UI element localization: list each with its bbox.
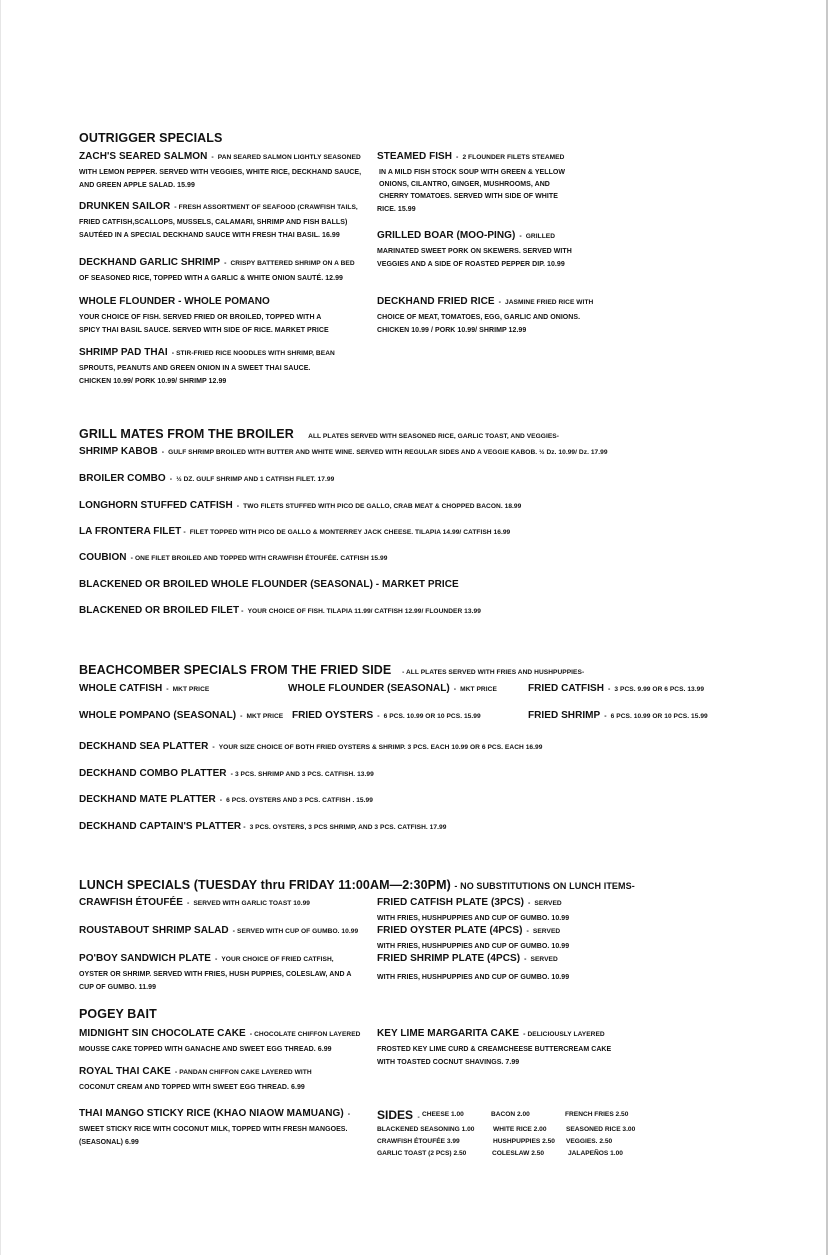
fried-title-text: BEACHCOMBER SPECIALS FROM THE FRIED SIDE	[79, 663, 392, 677]
item-desc: GULF SHRIMP BROILED WITH BUTTER AND WHITE WINE. SERVED WITH REGULAR SIDES AND A VEGGIE KABOB. ½ Dz. 10.99/ Dz. 17.99	[168, 449, 608, 456]
item-line: FRIED CATFISH,SCALLOPS, MUSSELS, CALAMARI, SHRIMP AND FISH BALLS)	[79, 219, 348, 226]
item-desc: 2 FLOUNDER FILETS STEAMED	[462, 154, 565, 161]
side-item: FRENCH FRIES 2.50	[565, 1111, 629, 1118]
fried-platter-combo: DECKHAND COMBO PLATTER - 3 PCS. SHRIMP AND 3 PCS. CATFISH. 13.99	[79, 768, 374, 779]
broiler-title	[79, 427, 559, 441]
item-desc: JASMINE FRIED RICE WITH	[505, 299, 594, 306]
item-desc: SERVED	[532, 928, 561, 935]
item-desc: MKT PRICE	[460, 686, 497, 693]
lunch-title	[79, 878, 635, 892]
lunch-item-fried-shrimp-plate: FRIED SHRIMP PLATE (4PCS) - SERVED WITH FRIES, HUSHPUPPIES AND CUP OF GUMBO. 10.99	[377, 951, 607, 988]
item-line: OF SEASONED RICE, TOPPED WITH A GARLIC & WHITE ONION SAUTÉ. 12.99	[79, 275, 343, 282]
item-line: RICE. 15.99	[377, 206, 416, 213]
fried-item-fried-shrimp: FRIED SHRIMP - 6 PCS. 10.99 OR 10 PCS. 15.99	[528, 710, 708, 721]
side-item: BACON 2.00	[491, 1111, 530, 1118]
item-name: KEY LIME MARGARITA CAKE	[377, 1028, 520, 1039]
item-name: DECKHAND MATE PLATTER	[79, 794, 216, 805]
fried-platter-mate: DECKHAND MATE PLATTER - 6 PCS. OYSTERS AND 3 PCS. CATFISH . 15.99	[79, 794, 373, 805]
fried-platter-sea: DECKHAND SEA PLATTER - YOUR SIZE CHOICE OF BOTH FRIED OYSTERS & SHRIMP. 3 PCS. EACH 10.99 OR 6 PCS. EACH 16.99	[79, 741, 543, 752]
menu-item-drunken-sailor: DRUNKEN SAILOR - FRESH ASSORTMENT OF SEAFOOD (CRAWFISH TAILS, FRIED CATFISH,SCALLOPS, MUSSELS, CALAMARI, SHRIMP AND FISH BALLS) SAUTÉED IN A SPECIAL DECKHAND SAUCE WITH FRESH THAI BASIL. 16.99	[79, 199, 369, 242]
item-desc: 3 PCS. OYSTERS, 3 PCS SHRIMP, AND 3 PCS. CATFISH. 17.99	[249, 824, 447, 831]
item-name: LONGHORN STUFFED CATFISH	[79, 500, 233, 511]
item-line: OYSTER OR SHRIMP. SERVED WITH FRIES, HUSH PUPPIES, COLESLAW, AND A	[79, 971, 352, 978]
item-name: LA FRONTERA FILET	[79, 526, 182, 537]
item-line: VEGGIES AND A SIDE OF ROASTED PEPPER DIP. 10.99	[377, 261, 565, 268]
fried-note-text: ALL PLATES SERVED WITH FRIES AND HUSHPUPPIES-	[405, 669, 585, 676]
dessert-midnight-sin-cake: MIDNIGHT SIN CHOCOLATE CAKE - CHOCOLATE CHIFFON LAYERED MOUSSE CAKE TOPPED WITH GANACHE AND SWEET EGG THREAD. 6.99	[79, 1026, 369, 1056]
item-desc: FILET TOPPED WITH PICO DE GALLO & MONTERREY JACK CHEESE. TILAPIA 14.99/ CATFISH 16.99	[189, 529, 511, 536]
item-desc: TWO FILETS STUFFED WITH PICO DE GALLO, CRAB MEAT & CHOPPED BACON. 18.99	[243, 503, 522, 510]
item-desc: PAN SEARED SALMON LIGHTLY SEASONED	[217, 154, 361, 161]
pogey-title: POGEY BAIT	[79, 1007, 157, 1021]
item-desc: 3 PCS. SHRIMP AND 3 PCS. CATFISH. 13.99	[234, 771, 374, 778]
broiler-item-longhorn-stuffed-catfish: LONGHORN STUFFED CATFISH - TWO FILETS STUFFED WITH PICO DE GALLO, CRAB MEAT & CHOPPED BACON. 18.99	[79, 500, 522, 511]
menu-item-grilled-boar: GRILLED BOAR (MOO-PING) - GRILLED MARINATED SWEET PORK ON SKEWERS. SERVED WITH VEGGIES AND A SIDE OF ROASTED PEPPER DIP. 10.99	[377, 228, 577, 271]
fried-platter-captain: DECKHAND CAPTAIN'S PLATTER - 3 PCS. OYSTERS, 3 PCS SHRIMP, AND 3 PCS. CATFISH. 17.99	[79, 821, 447, 832]
item-desc: SERVED	[534, 900, 562, 907]
fried-item-fried-oysters: FRIED OYSTERS - 6 PCS. 10.99 OR 10 PCS. 15.99	[292, 710, 481, 721]
side-item: CRAWFISH ÉTOUFÉE 3.99	[377, 1138, 460, 1145]
broiler-title-text: GRILL MATES FROM THE BROILER	[79, 427, 294, 441]
item-line: SPICY THAI BASIL SAUCE. SERVED WITH SIDE OF RICE. MARKET PRICE	[79, 327, 329, 334]
lunch-item-crawfish-etoufee: CRAWFISH ÉTOUFÉE - SERVED WITH GARLIC TOAST 10.99	[79, 897, 311, 908]
item-desc: MKT PRICE	[246, 713, 284, 720]
dessert-key-lime-margarita-cake: KEY LIME MARGARITA CAKE - DELICIOUSLY LAYERED FROSTED KEY LIME CURD & CREAMCHEESE BUTTERCREAM CAKE WITH TOASTED COCNUT SHAVINGS. 7.99	[377, 1026, 617, 1069]
item-line: COCONUT CREAM AND TOPPED WITH SWEET EGG THREAD. 6.99	[79, 1084, 305, 1091]
menu-item-deckhand-garlic-shrimp: DECKHAND GARLIC SHRIMP - CRISPY BATTERED SHRIMP ON A BED OF SEASONED RICE, TOPPED WITH A GARLIC & WHITE ONION SAUTÉ. 12.99	[79, 255, 369, 285]
fried-item-whole-flounder: WHOLE FLOUNDER (SEASONAL) - MKT PRICE	[288, 683, 497, 694]
item-line: (SEASONAL) 6.99	[79, 1139, 139, 1146]
side-item: CHEESE 1.00	[422, 1111, 464, 1118]
item-name: FRIED SHRIMP	[528, 710, 601, 721]
item-desc: STIR-FRIED RICE NOODLES WITH SHRIMP, BEAN	[176, 350, 335, 357]
item-line: MARINATED SWEET PORK ON SKEWERS. SERVED WITH	[377, 248, 572, 255]
item-desc: GRILLED	[525, 233, 556, 240]
item-name: CRAWFISH ÉTOUFÉE	[79, 897, 183, 908]
item-desc: 6 PCS. 10.99 OR 10 PCS. 15.99	[383, 713, 481, 720]
sides-title: SIDES	[377, 1108, 414, 1122]
item-name: WHOLE FLOUNDER - WHOLE POMANO	[79, 296, 270, 307]
lunch-item-fried-oyster-plate: FRIED OYSTER PLATE (4PCS) - SERVED WITH FRIES, HUSHPUPPIES AND CUP OF GUMBO. 10.99	[377, 923, 607, 953]
item-line: IN A MILD FISH STOCK SOUP WITH GREEN & YELLOW	[379, 169, 566, 176]
item-line: CUP OF GUMBO. 11.99	[79, 984, 157, 991]
item-name: GRILLED BOAR (MOO-PING)	[377, 230, 516, 241]
fried-note: - ALL PLATES SERVED WITH FRIES AND HUSHPUPPIES-	[402, 669, 585, 676]
item-desc: MKT PRICE	[172, 686, 210, 693]
sides-header: SIDES -	[377, 1108, 420, 1122]
menu-item-steamed-fish: STEAMED FISH - 2 FLOUNDER FILETS STEAMED IN A MILD FISH STOCK SOUP WITH GREEN & YELLOW ONIONS, CILANTRO, GINGER, MUSHROOMS, AND CHERRY TOMATOES. SERVED WITH SIDE OF WHITE RICE. 15.99	[377, 149, 577, 216]
item-name: DECKHAND CAPTAIN'S PLATTER	[79, 821, 242, 832]
item-name: WHOLE CATFISH	[79, 683, 163, 694]
item-name: BLACKENED OR BROILED FILET	[79, 605, 240, 616]
item-desc: 6 PCS. 10.99 OR 10 PCS. 15.99	[610, 713, 708, 720]
item-desc: SERVED	[530, 956, 558, 963]
fried-item-fried-catfish: FRIED CATFISH - 3 PCS. 9.99 OR 6 PCS. 13.99	[528, 683, 705, 694]
lunch-note: - NO SUBSTITUTIONS ON LUNCH ITEMS-	[454, 881, 635, 891]
item-name: PO'BOY SANDWICH PLATE	[79, 953, 211, 964]
item-name: ZACH'S SEARED SALMON	[79, 151, 208, 162]
item-line: YOUR CHOICE OF FISH. SERVED FRIED OR BROILED, TOPPED WITH A	[79, 314, 322, 321]
item-line: FROSTED KEY LIME CURD & CREAMCHEESE BUTTERCREAM CAKE	[377, 1046, 612, 1053]
item-desc: PANDAN CHIFFON CAKE LAYERED WITH	[179, 1069, 312, 1076]
item-desc: SERVED WITH CUP OF GUMBO. 10.99	[237, 928, 359, 935]
item-name: DECKHAND GARLIC SHRIMP	[79, 257, 221, 268]
item-name: WHOLE FLOUNDER (SEASONAL)	[288, 683, 450, 694]
item-desc: YOUR CHOICE OF FISH. TILAPIA 11.99/ CATFISH 12.99/ FLOUNDER 13.99	[247, 608, 481, 615]
item-line: WITH FRIES, HUSHPUPPIES AND CUP OF GUMBO. 10.99	[377, 943, 570, 950]
broiler-item-whole-flounder	[79, 577, 459, 594]
menu-item-zachs-seared-salmon: ZACH'S SEARED SALMON - PAN SEARED SALMON LIGHTLY SEASONED WITH LEMON PEPPER. SERVED WITH VEGGIES, WHITE RICE, DECKHAND SAUCE, AND GREEN APPLE SALAD. 15.99	[79, 149, 369, 192]
item-line: ONIONS, CILANTRO, GINGER, MUSHROOMS, AND	[379, 181, 550, 188]
menu-item-whole-flounder-pomano	[79, 294, 369, 337]
item-line: CHICKEN 10.99/ PORK 10.99/ SHRIMP 12.99	[79, 378, 227, 385]
item-desc: ½ DZ. GULF SHRIMP AND 1 CATFISH FILET. 17.99	[176, 476, 335, 483]
side-item: JALAPEÑOS 1.00	[568, 1150, 623, 1157]
item-line: WITH FRIES, HUSHPUPPIES AND CUP OF GUMBO. 10.99	[377, 915, 570, 922]
side-item: WHITE RICE 2.00	[493, 1126, 547, 1133]
item-line: CHERRY TOMATOES. SERVED WITH SIDE OF WHITE	[379, 193, 558, 200]
item-name: FRIED CATFISH	[528, 683, 605, 694]
lunch-item-poboy-sandwich: PO'BOY SANDWICH PLATE - YOUR CHOICE OF FRIED CATFISH, OYSTER OR SHRIMP. SERVED WITH FRIES, HUSH PUPPIES, COLESLAW, AND A CUP OF GUMBO. 11.99	[79, 951, 369, 994]
broiler-item-broiler-combo: BROILER COMBO - ½ DZ. GULF SHRIMP AND 1 CATFISH FILET. 17.99	[79, 473, 335, 484]
item-line: CHICKEN 10.99 / PORK 10.99/ SHRIMP 12.99	[377, 327, 527, 334]
item-line: SWEET STICKY RICE WITH COCONUT MILK, TOPPED WITH FRESH MANGOES.	[79, 1126, 348, 1133]
side-item: HUSHPUPPIES 2.50	[493, 1138, 555, 1145]
item-name: THAI MANGO STICKY RICE (KHAO NIAOW MAMUANG)	[79, 1108, 344, 1119]
item-desc: SERVED WITH GARLIC TOAST 10.99	[193, 900, 311, 907]
broiler-item-coubion: COUBION - ONE FILET BROILED AND TOPPED WITH CRAWFISH ÉTOUFÉE. CATFISH 15.99	[79, 552, 388, 563]
item-name: DECKHAND COMBO PLATTER	[79, 768, 227, 779]
item-desc: ONE FILET BROILED AND TOPPED WITH CRAWFISH ÉTOUFÉE. CATFISH 15.99	[134, 555, 388, 562]
fried-item-whole-catfish: WHOLE CATFISH - MKT PRICE	[79, 683, 210, 694]
broiler-item-blackened-filet: BLACKENED OR BROILED FILET - YOUR CHOICE OF FISH. TILAPIA 11.99/ CATFISH 12.99/ FLOUNDER 13.99	[79, 605, 481, 616]
item-name: STEAMED FISH	[377, 151, 453, 162]
broiler-item-shrimp-kabob: SHRIMP KABOB - GULF SHRIMP BROILED WITH BUTTER AND WHITE WINE. SERVED WITH REGULAR SIDES AND A VEGGIE KABOB. ½ Dz. 10.99/ Dz. 17.99	[79, 446, 608, 457]
item-name: FRIED SHRIMP PLATE (4PCS)	[377, 953, 521, 964]
item-name: WHOLE POMPANO (SEASONAL)	[79, 710, 237, 721]
item-line: AND GREEN APPLE SALAD. 15.99	[79, 182, 195, 189]
side-item: VEGGIES. 2.50	[566, 1138, 613, 1145]
item-name: SHRIMP KABOB	[79, 446, 158, 457]
side-item: SEASONED RICE 3.00	[566, 1126, 636, 1133]
dessert-royal-thai-cake: ROYAL THAI CAKE - PANDAN CHIFFON CAKE LAYERED WITH COCONUT CREAM AND TOPPED WITH SWEET EGG THREAD. 6.99	[79, 1064, 369, 1094]
item-desc: DELICIOUSLY LAYERED	[527, 1031, 605, 1038]
item-name: DECKHAND SEA PLATTER	[79, 741, 209, 752]
item-desc: 6 PCS. OYSTERS AND 3 PCS. CATFISH . 15.99	[226, 797, 373, 804]
menu-item-deckhand-fried-rice: DECKHAND FRIED RICE - JASMINE FRIED RICE WITH CHOICE OF MEAT, TOMATOES, EGG, GARLIC AND ONIONS. CHICKEN 10.99 / PORK 10.99/ SHRIMP 12.99	[377, 294, 597, 337]
page-edge-left	[0, 0, 1, 1255]
item-name: FRIED OYSTERS	[292, 710, 374, 721]
item-line: WITH LEMON PEPPER. SERVED WITH VEGGIES, WHITE RICE, DECKHAND SAUCE,	[79, 169, 362, 176]
item-name: MIDNIGHT SIN CHOCOLATE CAKE	[79, 1028, 246, 1039]
item-name: COUBION	[79, 552, 127, 563]
broiler-item-la-frontera-filet: LA FRONTERA FILET - FILET TOPPED WITH PICO DE GALLO & MONTERREY JACK CHEESE. TILAPIA 14.99/ CATFISH 16.99	[79, 526, 511, 537]
outrigger-title: OUTRIGGER SPECIALS	[79, 131, 223, 145]
lunch-item-roustabout-shrimp-salad: ROUSTABOUT SHRIMP SALAD - SERVED WITH CUP OF GUMBO. 10.99	[79, 925, 359, 936]
side-item: BLACKENED SEASONING 1.00	[377, 1126, 475, 1133]
side-item: COLESLAW 2.50	[492, 1150, 545, 1157]
item-name: DRUNKEN SAILOR	[79, 201, 171, 212]
item-name: SHRIMP PAD THAI	[79, 347, 168, 358]
dessert-thai-mango-sticky-rice: THAI MANGO STICKY RICE (KHAO NIAOW MAMUANG) - SWEET STICKY RICE WITH COCONUT MILK, TOPPED WITH FRESH MANGOES. (SEASONAL) 6.99	[79, 1106, 369, 1149]
item-name: DECKHAND FRIED RICE	[377, 296, 495, 307]
item-name: ROUSTABOUT SHRIMP SALAD	[79, 925, 229, 936]
item-line: SPROUTS, PEANUTS AND GREEN ONION IN A SWEET THAI SAUCE.	[79, 365, 311, 372]
item-name: FRIED CATFISH PLATE (3PCS)	[377, 897, 525, 908]
fried-item-whole-pompano: WHOLE POMPANO (SEASONAL) - MKT PRICE	[79, 710, 284, 721]
item-desc: YOUR SIZE CHOICE OF BOTH FRIED OYSTERS & SHRIMP. 3 PCS. EACH 10.99 OR 6 PCS. EACH 16.99	[218, 744, 543, 751]
item-line: WITH FRIES, HUSHPUPPIES AND CUP OF GUMBO. 10.99	[377, 974, 570, 981]
item-line: SAUTÉED IN A SPECIAL DECKHAND SAUCE WITH FRESH THAI BASIL. 16.99	[79, 232, 340, 239]
item-name: BROILER COMBO	[79, 473, 166, 484]
item-desc: FRESH ASSORTMENT OF SEAFOOD (CRAWFISH TAILS,	[178, 204, 358, 211]
item-name: ROYAL THAI CAKE	[79, 1066, 171, 1077]
item-desc: 3 PCS. 9.99 OR 6 PCS. 13.99	[614, 686, 705, 693]
item-line: WITH TOASTED COCNUT SHAVINGS. 7.99	[377, 1059, 520, 1066]
item-line: CHOICE OF MEAT, TOMATOES, EGG, GARLIC AND ONIONS.	[377, 314, 581, 321]
item-desc: CRISPY BATTERED SHRIMP ON A BED	[230, 260, 355, 267]
item-name: BLACKENED OR BROILED WHOLE FLOUNDER (SEASONAL) - MARKET PRICE	[79, 579, 459, 590]
side-item: GARLIC TOAST (2 PCS) 2.50	[377, 1150, 467, 1157]
menu-item-shrimp-pad-thai: SHRIMP PAD THAI - STIR-FRIED RICE NOODLES WITH SHRIMP, BEAN SPROUTS, PEANUTS AND GREEN ONION IN A SWEET THAI SAUCE. CHICKEN 10.99/ PORK 10.99/ SHRIMP 12.99	[79, 345, 369, 388]
broiler-note: ALL PLATES SERVED WITH SEASONED RICE, GARLIC TOAST, AND VEGGIES-	[308, 433, 559, 440]
fried-title	[79, 663, 584, 677]
item-desc: CHOCOLATE CHIFFON LAYERED	[254, 1031, 361, 1038]
item-line: MOUSSE CAKE TOPPED WITH GANACHE AND SWEET EGG THREAD. 6.99	[79, 1046, 332, 1053]
item-desc: YOUR CHOICE OF FRIED CATFISH,	[221, 956, 334, 963]
item-name: FRIED OYSTER PLATE (4PCS)	[377, 925, 523, 936]
lunch-item-fried-catfish-plate: FRIED CATFISH PLATE (3PCS) - SERVED WITH FRIES, HUSHPUPPIES AND CUP OF GUMBO. 10.99	[377, 895, 607, 925]
lunch-title-text: LUNCH SPECIALS (TUESDAY thru FRIDAY 11:00AM—2:30PM)	[79, 878, 451, 892]
